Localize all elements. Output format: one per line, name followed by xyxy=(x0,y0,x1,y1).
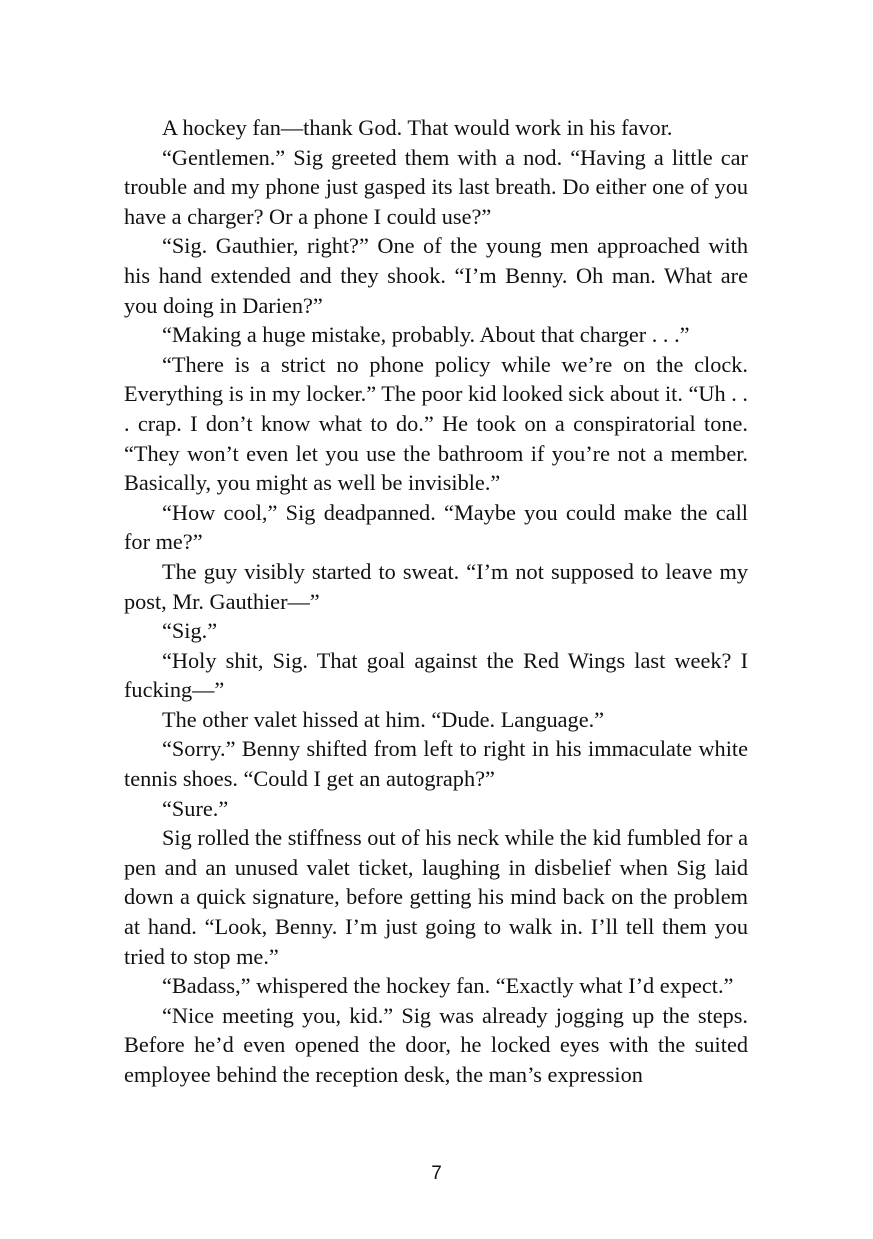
paragraph: “Sorry.” Benny shifted from left to right in his immaculate white tennis shoes. “Could I get an autograph?” xyxy=(124,736,748,792)
paragraph: The guy visibly started to sweat. “I’m not supposed to leave my post, Mr. Gauthier—” xyxy=(124,558,748,614)
page-number: 7 xyxy=(431,1163,442,1184)
page-body xyxy=(124,113,748,1090)
paragraph: “Sig.” xyxy=(162,618,218,644)
paragraph: A hockey fan—thank God. That would work in his favor. xyxy=(162,115,673,140)
paragraph: “Gentlemen.” Sig greeted them with a nod. “Having a little car trouble and my phone just gasped its last breath. Do either one of you have a charger? Or a phone I could use?” xyxy=(124,144,748,229)
paragraph: “Sig. Gauthier, right?” One of the young men approached with his hand extended and they shook. “I’m Benny. Oh man. What are you doing in Darien?” xyxy=(124,233,748,318)
paragraph: “Nice meeting you, kid.” Sig was already jogging up the steps. Before he’d even opened the door, he locked eyes with the suited employee behind the reception desk, the man’s expression xyxy=(124,1002,748,1087)
paragraph: “How cool,” Sig deadpanned. “Maybe you could make the call for me?” xyxy=(124,499,748,555)
paragraph: “Making a huge mistake, probably. About that charger . . .” xyxy=(162,322,690,348)
paragraph: “Badass,” whispered the hockey fan. “Exactly what I’d expect.” xyxy=(162,973,734,999)
paragraph: “Sure.” xyxy=(162,795,229,821)
paragraph: The other valet hissed at him. “Dude. Language.” xyxy=(162,706,605,732)
paragraph: Sig rolled the stiffness out of his neck while the kid fumbled for a pen and an unused valet ticket, laughing in disbelief when Sig laid down a quick signature, before getting his mind back on the problem at hand. “Look, Benny. I’m just going to walk in. I’ll tell them you tried to stop me.” xyxy=(124,825,749,969)
paragraph: “Holy shit, Sig. That goal against the Red Wings last week? I fucking—” xyxy=(124,647,748,703)
paragraph: “There is a strict no phone policy while we’re on the clock. Everything is in my locker.” The poor kid looked sick about it. “Uh . . . crap. I don’t know what to do.” He took on a conspiratorial tone. “They won’t even let you use the bathroom if you’re not a member. Basically, you might as well be invisible.” xyxy=(124,351,748,496)
